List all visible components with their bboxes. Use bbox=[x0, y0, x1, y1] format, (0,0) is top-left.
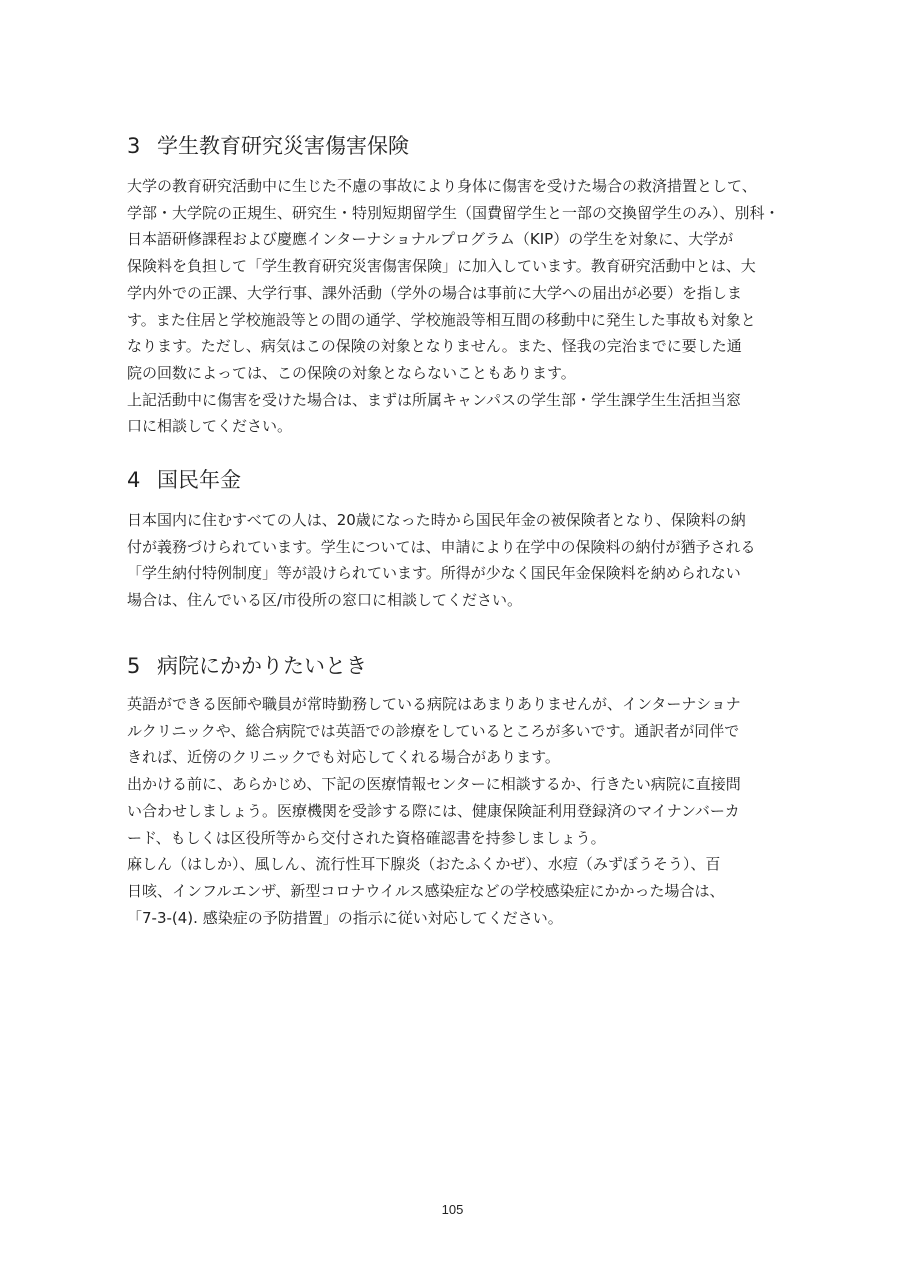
section-number: 4 bbox=[127, 468, 141, 492]
section-3-title bbox=[127, 132, 409, 160]
text-line: 「学生納付特例制度」等が設けられています。所得が少なく国民年金保険料を納められない bbox=[127, 564, 741, 583]
section-number: 5 bbox=[127, 654, 141, 678]
text-line: 保険料を負担して「学生教育研究災害傷害保険」に加入しています。教育研究活動中とは、大 bbox=[127, 257, 756, 276]
text-line: 院の回数によっては、この保険の対象とならないこともあります。 bbox=[127, 363, 576, 382]
section-number: 3 bbox=[127, 134, 141, 158]
text-line: 上記活動中に傷害を受けた場合は、まずは所属キャンパスの学生部・学生課学生生活担当窓 bbox=[127, 390, 741, 409]
text-line: 口に相談してください。 bbox=[127, 417, 293, 436]
section-5-title bbox=[127, 652, 367, 680]
text-line: 日咳、インフルエンザ、新型コロナウイルス感染症などの学校感染症にかかった場合は、 bbox=[127, 881, 725, 900]
text-line: 場合は、住んでいる区/市役所の窓口に相談してください。 bbox=[127, 591, 523, 610]
text-line: 英語ができる医師や職員が常時勤務している病院はあまりありませんが、インターナショナ bbox=[127, 695, 741, 713]
section-4-paragraph bbox=[127, 507, 756, 614]
text-line: 「7-3-(4). 感染症の予防措置」の指示に従い対応してください。 bbox=[127, 908, 563, 927]
text-line: 日本語研修課程および慶應インターナショナルプログラム（KIP）の学生を対象に、大学が bbox=[127, 230, 734, 249]
text-line: 日本国内に住むすべての人は、20歳になった時から国民年金の被保険者となり、保険料の納 bbox=[127, 511, 746, 529]
text-line: ルクリニックや、総合病院では英語での診療をしているところが多いです。通訳者が同伴で bbox=[127, 721, 740, 740]
section-heading: 学生教育研究災害傷害保険 bbox=[157, 134, 409, 158]
section-heading: 国民年金 bbox=[157, 468, 241, 492]
section-heading: 病院にかかりたいとき bbox=[157, 654, 367, 678]
section-4-title bbox=[127, 466, 241, 494]
section-5-paragraph bbox=[127, 691, 741, 931]
text-line: 学内外での正課、大学行事、課外活動（学外の場合は事前に大学への届出が必要）を指しま bbox=[127, 283, 743, 302]
page-number: 105 bbox=[441, 1202, 464, 1217]
text-line: きれば、近傍のクリニックでも対応してくれる場合があります。 bbox=[127, 748, 560, 767]
text-line: 麻しん（はしか）、風しん、流行性耳下腺炎（おたふくかぜ）、水痘（みずぼうそう）、百 bbox=[127, 855, 721, 874]
text-line: 大学の教育研究活動中に生じた不慮の事故により身体に傷害を受けた場合の救済措置として、 bbox=[127, 177, 757, 195]
text-line: す。また住居と学校施設等との間の通学、学校施設等相互間の移動中に発生した事故も対象と bbox=[127, 310, 756, 329]
text-line: ード、もしくは区役所等から交付された資格確認書を持参しましょう。 bbox=[127, 828, 606, 847]
text-line: 付が義務づけられています。学生については、申請により在学中の保険料の納付が猶予される bbox=[127, 537, 756, 556]
text-line: 出かける前に、あらかじめ、下記の医療情報センターに相談するか、行きたい病院に直接問 bbox=[127, 775, 741, 794]
section-3-paragraph bbox=[127, 173, 780, 440]
text-line: なります。ただし、病気はこの保険の対象となりません。また、怪我の完治までに要した通 bbox=[127, 337, 742, 356]
text-line: 学部・大学院の正規生、研究生・特別短期留学生（国費留学生と一部の交換留学生のみ）、別科・ bbox=[127, 203, 780, 222]
text-line: い合わせしましょう。医療機関を受診する際には、健康保険証利用登録済のマイナンバーカ bbox=[127, 801, 740, 820]
